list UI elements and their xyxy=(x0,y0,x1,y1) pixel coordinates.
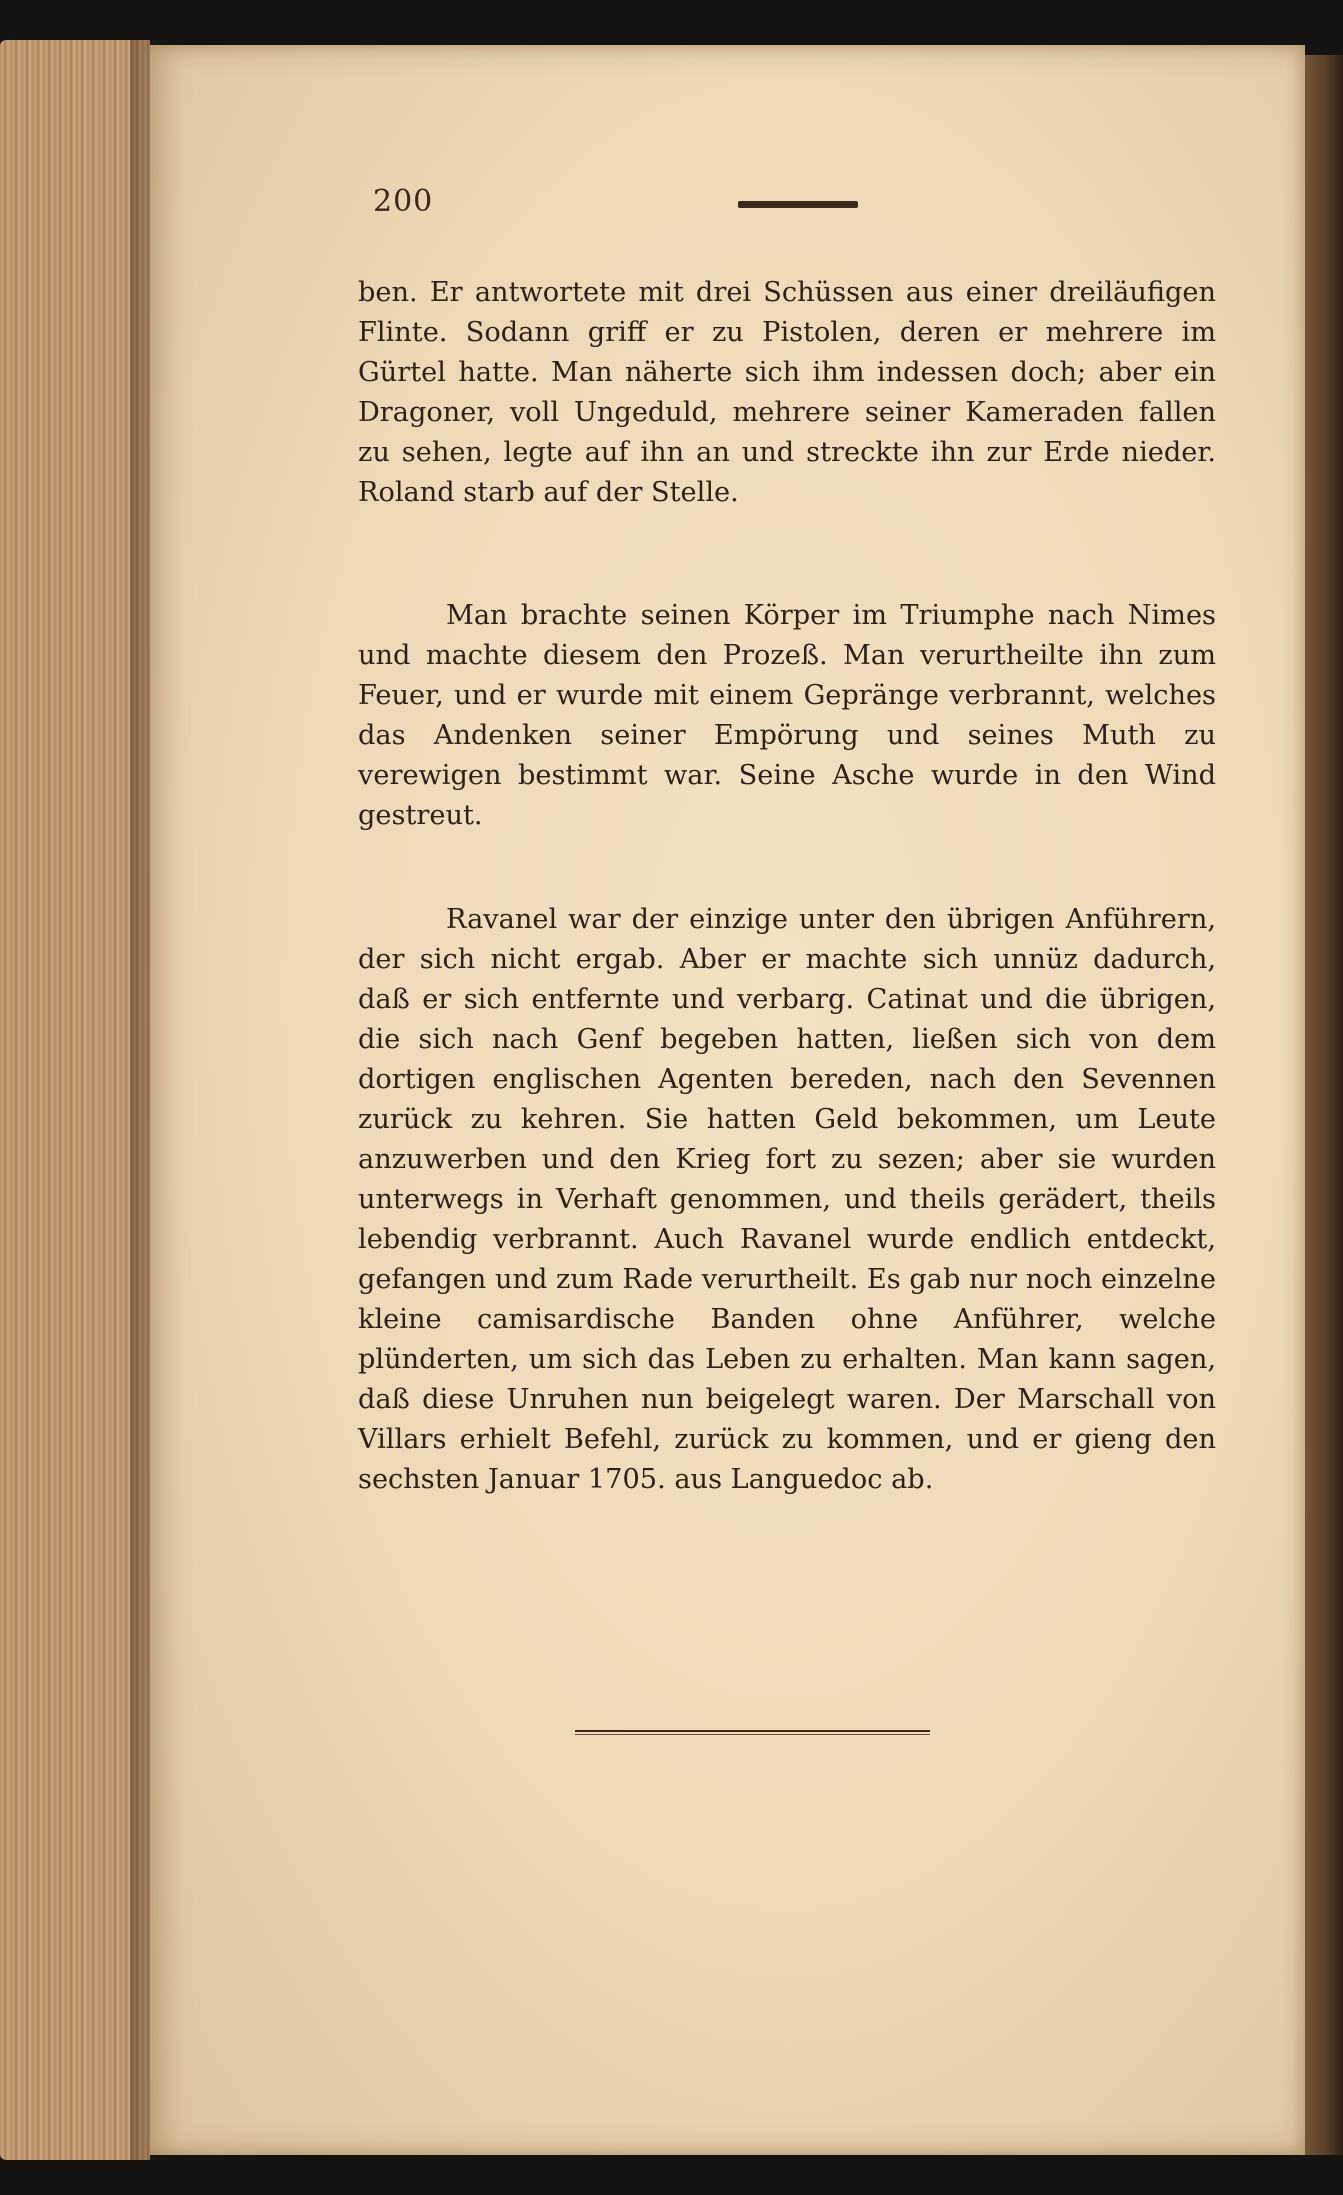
end-rule xyxy=(575,1730,930,1732)
paragraph-3: Ravanel war der einzige unter den übrigen Anführern, der sich nicht ergab. Aber er machte sich unnüz dadurch, daß er sich entfernte und verbarg. Catinat und die übrigen, die sich nach Genf begeben hatten, ließen sich von dem dortigen englischen Agenten bereden, nach den Sevennen zurück zu kehren. Sie hatten Geld bekommen, um Leute anzuwerben und den Krieg fort zu sezen; aber sie wurden unterwegs in Verhaft genommen, und theils gerädert, theils lebendig verbrannt. Auch Ravanel wurde endlich entdeckt, gefangen und zum Rade verurtheilt. Es gab nur noch einzelne kleine camisardische Banden ohne Anführer, welche plünderten, um sich das Leben zu erhalten. Man kann sagen, daß diese Unruhen nun beigelegt waren. Der Marschall von Villars erhielt Befehl, zurück zu kommen, und er gieng den sechsten Januar 1705. aus Languedoc ab. xyxy=(358,904,1216,1495)
paragraph-1: ben. Er antwortete mit drei Schüssen aus einer dreiläufigen Flinte. Sodann griff er zu Pistolen, deren er mehrere im Gürtel hatte. Man näherte sich ihm indessen doch; aber ein Dragoner, voll Ungeduld, mehrere seiner Kameraden fallen zu sehen, legte auf ihn an und streckte ihn zur Erde nieder. Roland starb auf der Stelle. xyxy=(358,277,1216,508)
header-ornament-rule xyxy=(738,201,858,208)
book-page-edges xyxy=(0,40,150,2160)
book-cover-edge xyxy=(1300,55,1343,2155)
paragraph-2: Man brachte seinen Körper im Triumphe nach Nimes und machte diesem den Prozeß. Man verurtheilte ihn zum Feuer, und er wurde mit einem Gepränge verbrannt, welches das Andenken seiner Empörung und seines Muth zu verewigen bestimmt war. Seine Asche wurde in den Wind gestreut. xyxy=(358,600,1216,831)
page-number: 200 xyxy=(373,184,434,219)
